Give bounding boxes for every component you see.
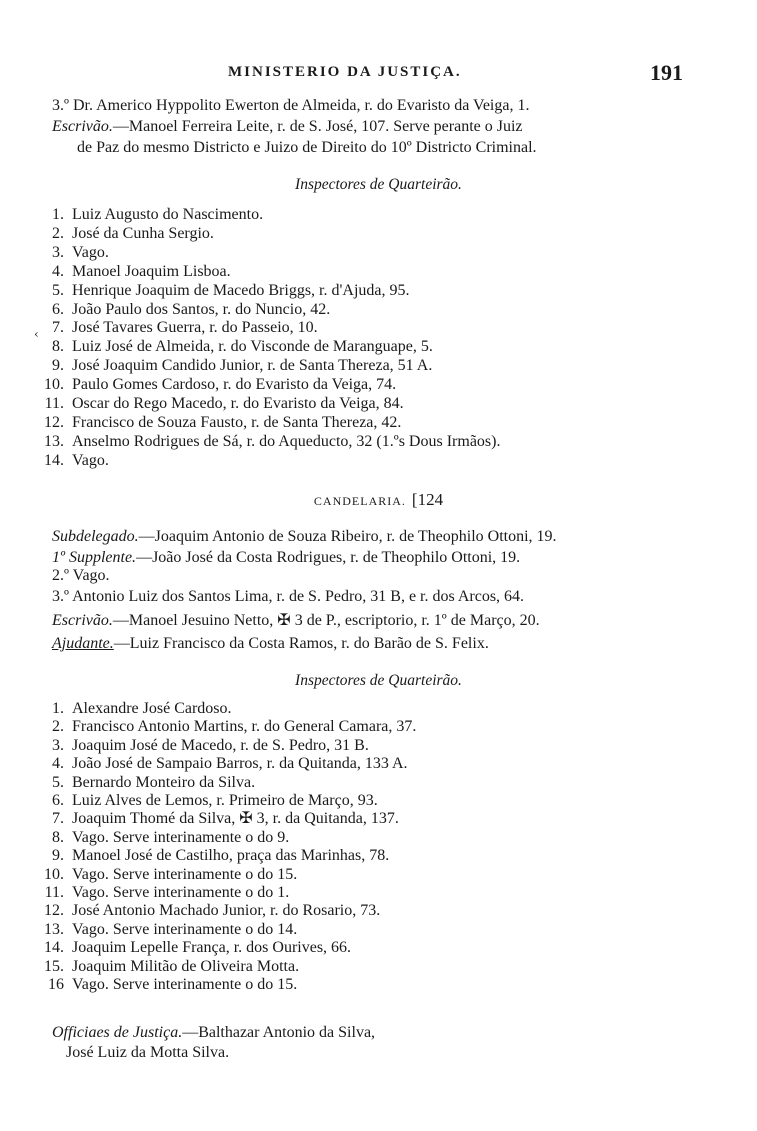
list-item [30, 754, 408, 773]
list-item [30, 809, 399, 828]
escrivao-text: —Manoel Ferreira Leite, r. de S. José, 107. Serve perante o Juiz [112, 118, 523, 135]
list-item-text: Bernardo Monteiro da Silva. [72, 773, 256, 791]
list-item [30, 846, 389, 865]
list-item [30, 975, 297, 994]
list-item-text: Vago. Serve interinamente o do 9. [72, 828, 290, 846]
list-item [30, 883, 289, 902]
list-item [30, 736, 369, 755]
supplente1-label: 1º Supplente. [52, 549, 137, 566]
list-item-number: 7. [52, 810, 64, 828]
page-number: 191 [650, 60, 683, 85]
supplente1-line [52, 548, 520, 568]
list-item [30, 337, 433, 356]
list-item-number: 10. [44, 376, 64, 394]
officials-line1 [52, 1023, 375, 1043]
list-item-text: Oscar do Rego Macedo, r. do Evaristo da Veiga, 84. [72, 395, 404, 412]
list-item-text: Manoel José de Castilho, praça das Marinhas, 78. [72, 847, 390, 865]
list-item [30, 938, 351, 957]
list-item-text: Vago. Serve interinamente o do 15. [72, 976, 298, 993]
parish-heading [0, 490, 757, 510]
subdelegado-line [52, 527, 557, 547]
list-item-number: 8. [52, 828, 64, 846]
list-item-number: 12. [44, 413, 64, 431]
list-item-text: Vago. Serve interinamente o do 14. [72, 920, 298, 938]
list-item-text: Joaquim Lepelle França, r. dos Ourives, 66. [72, 939, 352, 957]
list-item [30, 865, 297, 884]
escrivao-label: Escrivão. [52, 118, 113, 135]
list-item-text: Joaquim José de Macedo, r. de S. Pedro, 31 B. [72, 736, 369, 754]
list-item [30, 262, 231, 281]
list-item-number: 11. [44, 884, 64, 901]
section1-escrivao [52, 117, 523, 137]
list-item-text: Alexandre José Cardoso. [72, 700, 232, 717]
officials-label: Officiaes de Justiça. [52, 1024, 183, 1041]
list-item-number: 14. [44, 939, 64, 957]
list-item [30, 281, 409, 300]
supplente2-line: 2.º Vago. [52, 567, 110, 584]
list-item-number: 1. [52, 206, 64, 223]
candelaria-escrivao-text-b: 3 de P., escriptorio, r. 1º de Março, 20. [294, 612, 540, 629]
list-item-number: 7. [52, 319, 64, 337]
list-item-text: João José de Sampaio Barros, r. da Quitanda, 133 A. [72, 755, 408, 773]
officials-text1: —Balthazar Antonio da Silva, [182, 1024, 376, 1041]
list-item [30, 356, 432, 375]
subdelegado-text: —Joaquim Antonio de Souza Ribeiro, r. de Theophilo Ottoni, 19. [138, 528, 557, 545]
list-item [30, 318, 318, 337]
list-item [30, 243, 109, 262]
cross-icon: ✠ [277, 612, 291, 629]
list-item-text: Vago. [72, 451, 109, 469]
list-item-number: 2. [52, 718, 64, 736]
list-item-text: Luiz Alves de Lemos, r. Primeiro de Março, 93. [72, 792, 378, 809]
list-item-number: 6. [52, 792, 64, 809]
list-item-number: 4. [52, 755, 64, 773]
list-item [30, 300, 330, 319]
list-item-text: José Joaquim Candido Junior, r. de Santa Thereza, 51 A. [72, 357, 433, 375]
ajudante-text: —Luiz Francisco da Costa Ramos, r. do Barão de S. Felix. [113, 635, 489, 652]
list-item-number: 16 [48, 976, 64, 993]
list-item-text: Paulo Gomes Cardoso, r. do Evaristo da Veiga, 74. [72, 376, 397, 394]
supplente1-text: —João José da Costa Rodrigues, r. de Theophilo Ottoni, 19. [136, 549, 521, 566]
margin-mark: ‹ [34, 327, 39, 341]
list-item-number: 13. [44, 920, 64, 938]
list-item-text: Luiz Augusto do Nascimento. [72, 206, 264, 223]
list-item-number: 9. [52, 357, 64, 375]
list-item [30, 413, 401, 432]
list-item [30, 957, 299, 976]
list-item [30, 791, 378, 810]
page-title: MINISTERIO DA JUSTIÇA. [228, 64, 462, 80]
list-item-number: 8. [52, 338, 64, 356]
list-item-number: 2. [52, 224, 64, 242]
list-item [30, 699, 232, 718]
candelaria-escrivao-line [52, 611, 540, 631]
list-item-text: Francisco Antonio Martins, r. do General Camara, 37. [72, 718, 417, 736]
parish-title: CANDELARIA. [313, 494, 406, 508]
list-item-number: 10. [44, 865, 64, 883]
running-header [0, 60, 757, 86]
list-item-text: José Antonio Machado Junior, r. do Rosario, 73. [72, 902, 381, 920]
section1-line1: 3.º Dr. Americo Hyppolito Ewerton de Almeida, r. do Evaristo da Veiga, 1. [52, 97, 530, 114]
list-item-text: Vago. Serve interinamente o do 1. [72, 884, 290, 901]
list-item-number: 4. [52, 262, 64, 280]
list-item-text: José da Cunha Sergio. [72, 224, 214, 242]
list-item [30, 920, 297, 939]
list-item [30, 394, 404, 413]
list-item-text: João Paulo dos Santos, r. do Nuncio, 42. [72, 300, 331, 318]
list-item-number: 1. [52, 700, 64, 717]
ajudante-line [52, 634, 489, 654]
list-item-number: 3. [52, 243, 64, 261]
list-item-text: Francisco de Souza Fausto, r. de Santa Thereza, 42. [72, 413, 402, 431]
list-item [30, 375, 396, 394]
list-item-text: Joaquim Thomé da Silva, ✠ 3, r. da Quitanda, 137. [72, 810, 399, 828]
officials-line2: José Luiz da Motta Silva. [66, 1044, 230, 1061]
list-item-text: Anselmo Rodrigues de Sá, r. do Aqueducto, 32 (1.ºs Dous Irmãos). [72, 432, 501, 450]
list-item-text: Luiz José de Almeida, r. do Visconde de Maranguape, 5. [72, 338, 433, 356]
list-item [30, 773, 255, 792]
list-item-text: José Tavares Guerra, r. do Passeio, 10. [72, 319, 318, 337]
ajudante-label: Ajudante. [52, 635, 114, 652]
section1-line3: de Paz do mesmo Districto e Juizo de Direito do 10º Districto Criminal. [77, 139, 537, 156]
inspectors2-title: Inspectores de Quarteirão. [295, 672, 462, 689]
list-item-text: Vago. Serve interinamente o do 15. [72, 865, 298, 883]
list-item-number: 5. [52, 281, 64, 299]
list-item-number: 9. [52, 847, 64, 865]
inspectors1-title: Inspectores de Quarteirão. [295, 176, 462, 193]
subdelegado-label: Subdelegado. [52, 528, 139, 545]
candelaria-escrivao-label: Escrivão. [52, 612, 113, 629]
list-item-number: 14. [44, 451, 64, 469]
parish-number: [124 [411, 490, 444, 509]
list-item-number: 5. [52, 773, 64, 791]
candelaria-escrivao-text-a: —Manoel Jesuino Netto, [112, 612, 274, 629]
list-item-text: Manoel Joaquim Lisboa. [72, 262, 231, 280]
list-item [30, 205, 263, 224]
list-item-number: 12. [44, 902, 64, 920]
list-item [30, 717, 416, 736]
list-item-number: 13. [44, 432, 64, 450]
list-item-number: 15. [44, 957, 64, 975]
list-item-text: Vago. [72, 243, 109, 261]
list-item [30, 451, 109, 470]
list-item [30, 224, 214, 243]
list-item [30, 828, 289, 847]
list-item-number: 11. [44, 395, 64, 412]
supplente3-line: 3.º Antonio Luiz dos Santos Lima, r. de S. Pedro, 31 B, e r. dos Arcos, 64. [52, 588, 525, 605]
list-item-number: 6. [52, 300, 64, 318]
list-item-number: 3. [52, 736, 64, 754]
list-item-text: Henrique Joaquim de Macedo Briggs, r. d'Ajuda, 95. [72, 281, 410, 299]
list-item [30, 901, 380, 920]
list-item [30, 432, 500, 451]
list-item-text: Joaquim Militão de Oliveira Motta. [72, 957, 300, 975]
